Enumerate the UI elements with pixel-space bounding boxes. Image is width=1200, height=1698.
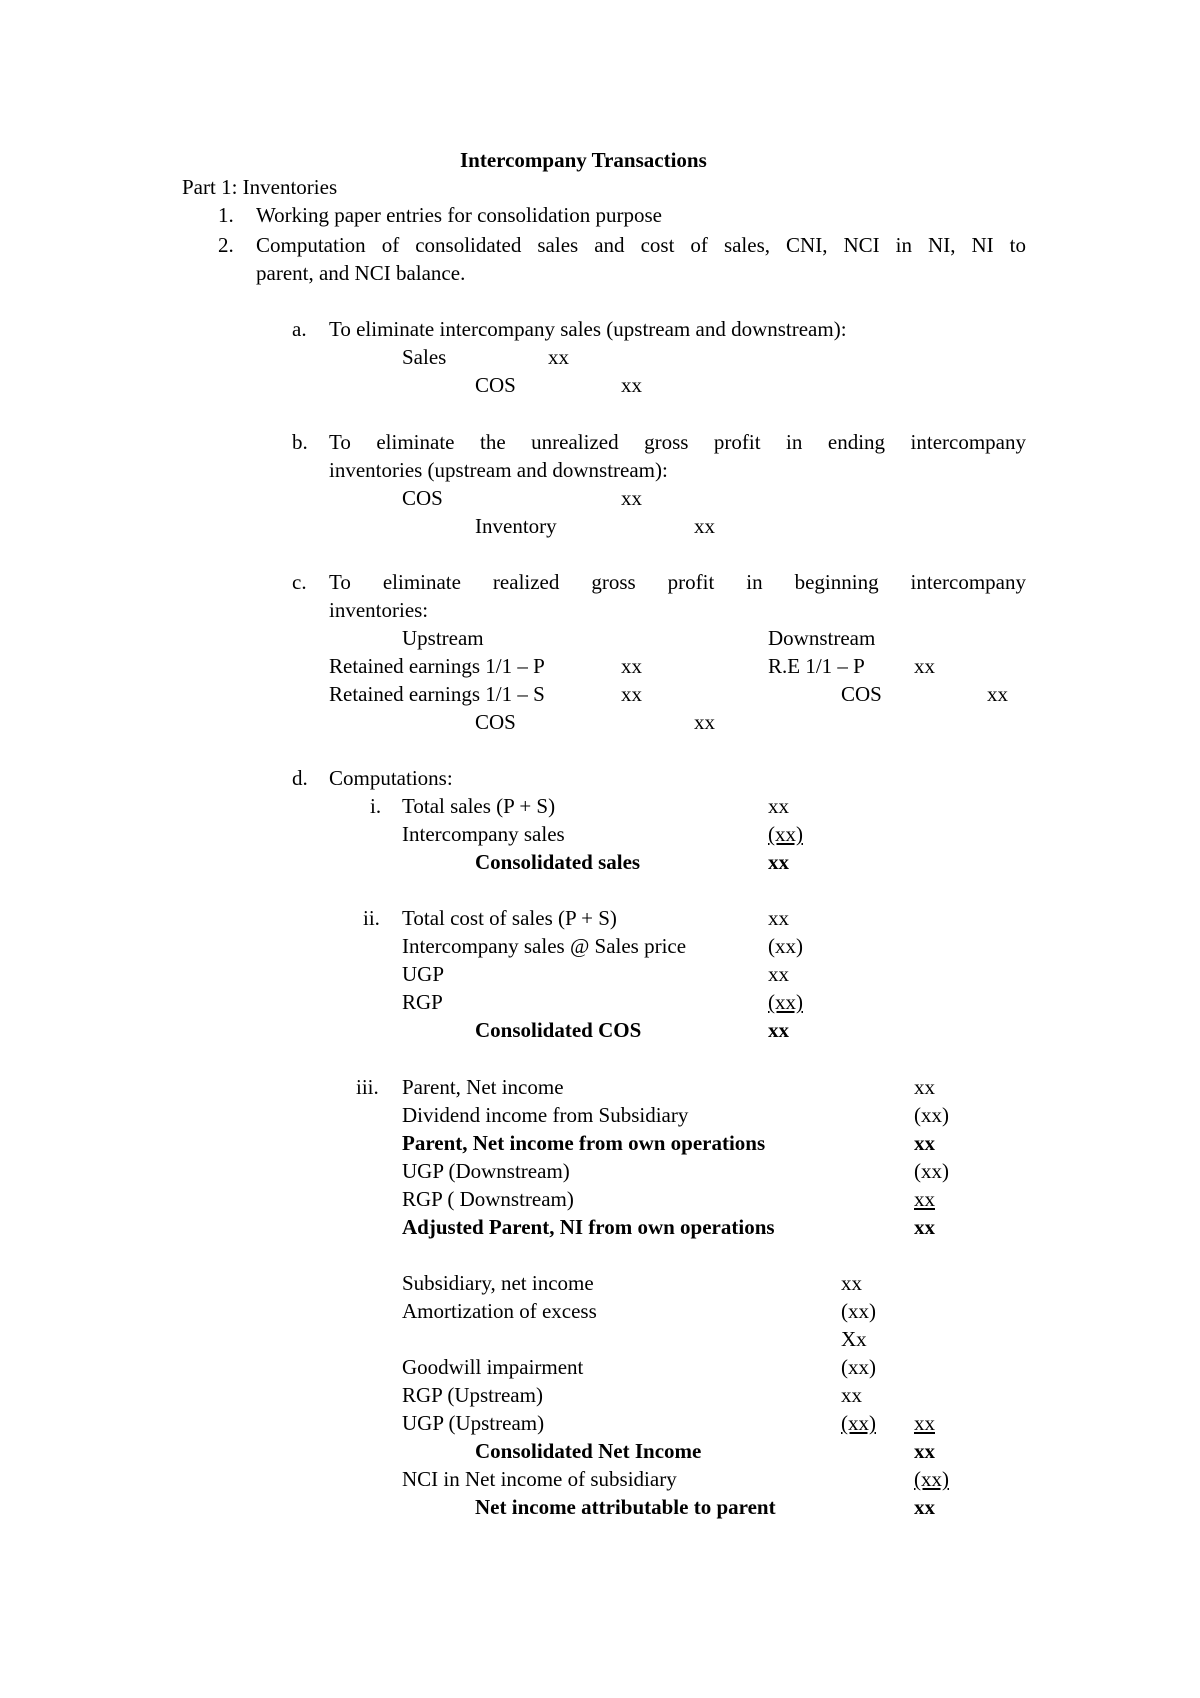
computation-amount: Xx xyxy=(841,1327,867,1351)
section-heading: To eliminate the unrealized gross profit in ending intercompany xyxy=(329,430,1026,454)
computation-label: Intercompany sales xyxy=(402,822,565,846)
computation-amount: (xx) xyxy=(768,822,803,846)
computation-label: Amortization of excess xyxy=(402,1299,597,1323)
part-heading: Part 1: Inventories xyxy=(182,175,338,199)
journal-debit-amount: xx xyxy=(548,345,569,369)
computation-amount: xx xyxy=(841,1271,862,1295)
section-letter: d. xyxy=(292,766,308,790)
computation-amount: xx xyxy=(914,1411,935,1435)
journal-credit-amount: xx xyxy=(987,682,1008,706)
journal-debit-account: Sales xyxy=(402,345,447,369)
computation-total-label: Adjusted Parent, NI from own operations xyxy=(402,1215,775,1239)
computation-label: UGP xyxy=(402,962,445,986)
section-letter: b. xyxy=(292,430,308,454)
section-heading: To eliminate intercompany sales (upstream and downstream): xyxy=(329,317,847,341)
upstream-label: Upstream xyxy=(402,626,484,650)
outline-item-text-cont: parent, and NCI balance. xyxy=(256,261,466,285)
journal-credit-account: COS xyxy=(475,710,516,734)
computation-label: Intercompany sales @ Sales price xyxy=(402,934,687,958)
computation-label: RGP ( Downstream) xyxy=(402,1187,574,1211)
computation-amount: (xx) xyxy=(841,1411,876,1435)
page-title: Intercompany Transactions xyxy=(460,148,707,172)
outline-item-text: Working paper entries for consolidation purpose xyxy=(256,203,662,227)
journal-credit-account: Inventory xyxy=(475,514,557,538)
section-heading-cont: inventories: xyxy=(329,598,429,622)
computation-label: RGP xyxy=(402,990,443,1014)
journal-credit-account: COS xyxy=(841,682,882,706)
computation-amount: (xx) xyxy=(768,934,803,958)
computation-amount: xx xyxy=(768,962,789,986)
computation-subtotal-amount: xx xyxy=(914,1131,935,1155)
computation-amount: (xx) xyxy=(841,1299,876,1323)
section-letter: a. xyxy=(292,317,307,341)
ni-parent-amount: xx xyxy=(914,1495,935,1519)
computation-amount: (xx) xyxy=(768,990,803,1014)
journal-credit-account: COS xyxy=(475,373,516,397)
nci-label: NCI in Net income of subsidiary xyxy=(402,1467,677,1491)
journal-credit-amount: xx xyxy=(694,514,715,538)
journal-debit-amount: xx xyxy=(621,486,642,510)
computation-label: Total cost of sales (P + S) xyxy=(402,906,617,930)
computation-total-amount: xx xyxy=(914,1215,935,1239)
section-heading: Computations: xyxy=(329,766,453,790)
section-heading: To eliminate realized gross profit in beginning intercompany xyxy=(329,570,1026,594)
computation-amount: xx xyxy=(914,1075,935,1099)
journal-debit-amount: xx xyxy=(914,654,935,678)
computation-amount: xx xyxy=(768,906,789,930)
nci-amount: (xx) xyxy=(914,1467,949,1491)
computation-label: Goodwill impairment xyxy=(402,1355,584,1379)
journal-credit-amount: xx xyxy=(694,710,715,734)
journal-debit-account: COS xyxy=(402,486,443,510)
computation-amount: (xx) xyxy=(914,1103,949,1127)
computation-label: Dividend income from Subsidiary xyxy=(402,1103,689,1127)
computation-total-amount: xx xyxy=(768,1018,789,1042)
outline-number: 2. xyxy=(218,233,234,257)
computation-total-label: Consolidated COS xyxy=(475,1018,642,1042)
computation-amount: (xx) xyxy=(914,1159,949,1183)
journal-debit-account: Retained earnings 1/1 – S xyxy=(329,682,545,706)
computation-total-amount: xx xyxy=(768,850,789,874)
cni-amount: xx xyxy=(914,1439,935,1463)
journal-credit-amount: xx xyxy=(621,373,642,397)
outline-number: 1. xyxy=(218,203,234,227)
computation-label: UGP (Downstream) xyxy=(402,1159,570,1183)
downstream-label: Downstream xyxy=(768,626,876,650)
computation-subtotal-label: Parent, Net income from own operations xyxy=(402,1131,766,1155)
computation-label: Subsidiary, net income xyxy=(402,1271,594,1295)
computation-label: UGP (Upstream) xyxy=(402,1411,545,1435)
cni-label: Consolidated Net Income xyxy=(475,1439,702,1463)
journal-debit-account: Retained earnings 1/1 – P xyxy=(329,654,545,678)
computation-amount: xx xyxy=(768,794,789,818)
computation-label: RGP (Upstream) xyxy=(402,1383,543,1407)
outline-item-text: Computation of consolidated sales and cost of sales, CNI, NCI in NI, NI to xyxy=(256,233,1026,257)
computation-label: Parent, Net income xyxy=(402,1075,564,1099)
computation-number: i. xyxy=(370,794,382,818)
section-heading-cont: inventories (upstream and downstream): xyxy=(329,458,668,482)
journal-debit-amount: xx xyxy=(621,654,642,678)
computation-label: Total sales (P + S) xyxy=(402,794,556,818)
section-letter: c. xyxy=(292,570,307,594)
journal-debit-account: R.E 1/1 – P xyxy=(768,654,865,678)
computation-total-label: Consolidated sales xyxy=(475,850,641,874)
computation-number: ii. xyxy=(363,906,380,930)
journal-debit-amount: xx xyxy=(621,682,642,706)
computation-number: iii. xyxy=(356,1075,379,1099)
computation-amount: (xx) xyxy=(841,1355,876,1379)
ni-parent-label: Net income attributable to parent xyxy=(475,1495,776,1519)
computation-amount: xx xyxy=(841,1383,862,1407)
computation-amount: xx xyxy=(914,1187,935,1211)
